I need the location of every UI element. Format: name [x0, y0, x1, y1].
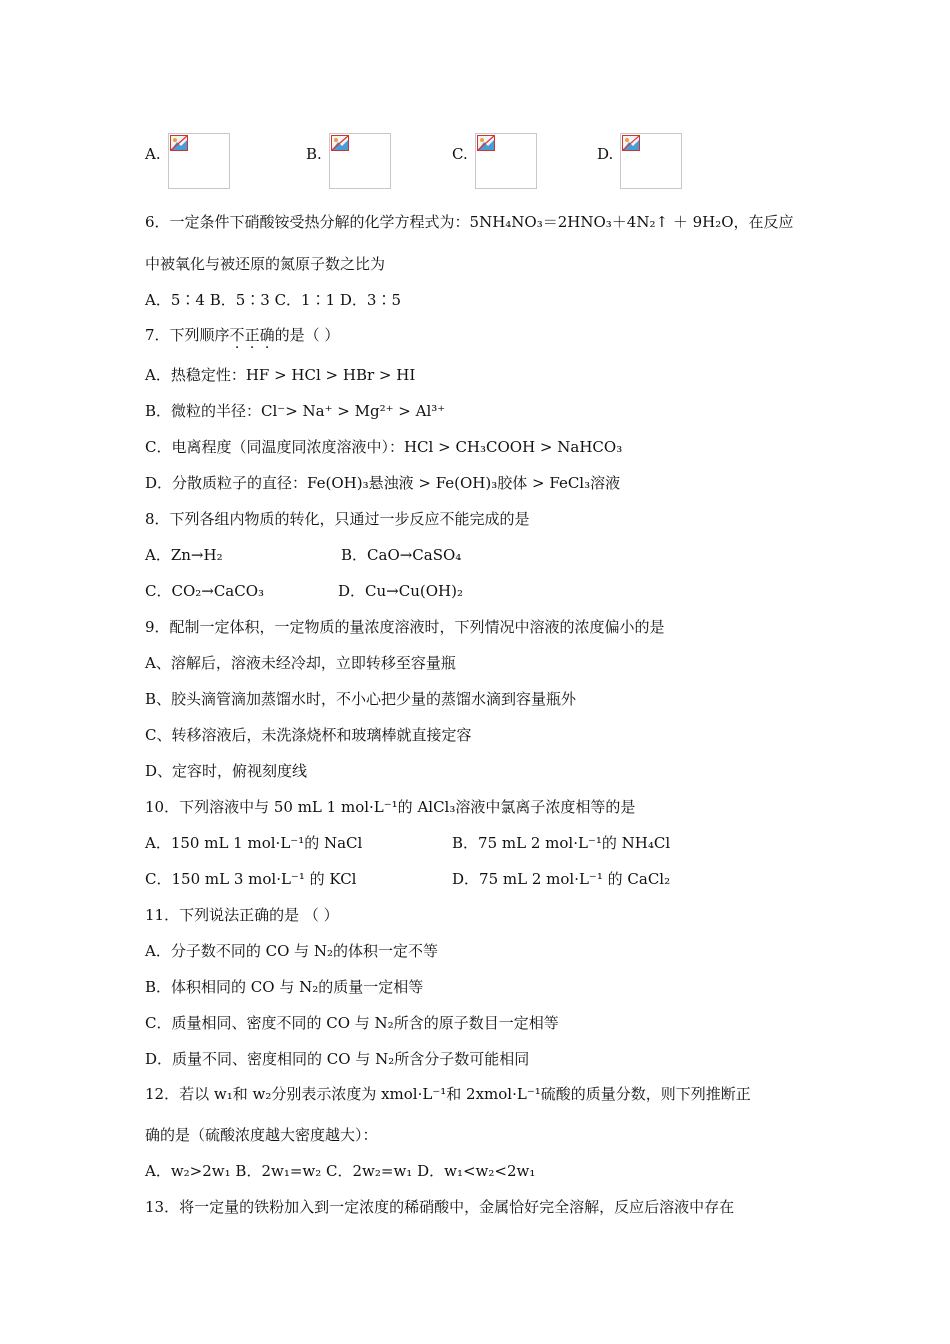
q10-option-a: A．150 mL 1 mol·L⁻¹的 NaCl [145, 834, 363, 852]
q7-option-b: B．微粒的半径：Cl⁻> Na⁺ > Mg²⁺ > Al³⁺ [145, 402, 446, 420]
q9-option-d: D、定容时，俯视刻度线 [145, 762, 308, 780]
q5-option-a-label: A. [145, 145, 161, 163]
q6-stem-line1: 6．一定条件下硝酸铵受热分解的化学方程式为：5NH₄NO₃＝2HNO₃＋4N₂↑ ＋ 9H₂O，在反应 [145, 213, 794, 231]
q10-stem: 10．下列溶液中与 50 mL 1 mol·L⁻¹的 AlCl₃溶液中氯离子浓度相等的是 [145, 798, 636, 816]
q9-stem: 9．配制一定体积，一定物质的量浓度溶液时，下列情况中溶液的浓度偏小的是 [145, 618, 665, 636]
q8-option-d: D．Cu→Cu(OH)₂ [338, 582, 463, 600]
q7-stem-prefix: 7．下列顺序 [145, 326, 230, 344]
q7-emphasis-char: 不 [229, 326, 245, 344]
q10-option-b: B．75 mL 2 mol·L⁻¹的 NH₄Cl [452, 834, 671, 852]
broken-image-icon [477, 135, 495, 151]
q7-option-c: C．电离程度（同温度同浓度溶液中）：HCl > CH₃COOH > NaHCO₃ [145, 438, 623, 456]
q5-option-b-label: B. [306, 145, 322, 163]
q5-option-d-label: D. [597, 145, 614, 163]
q8-option-b: B．CaO→CaSO₄ [341, 546, 462, 564]
q5-option-b-image [329, 133, 391, 189]
q11-option-c: C．质量相同、密度不同的 CO 与 N₂所含的原子数目一定相等 [145, 1014, 559, 1032]
q7-stem-suffix: 的是（ ） [274, 326, 340, 344]
q8-option-a: A．Zn→H₂ [145, 546, 223, 564]
q10-option-d: D．75 mL 2 mol·L⁻¹ 的 CaCl₂ [452, 870, 671, 888]
q5-option-c-image [475, 133, 537, 189]
q6-options: A．5∶4 B．5∶3 C．1∶1 D．3∶5 [145, 291, 402, 309]
q5-option-a-image [168, 133, 230, 189]
q7-option-a: A．热稳定性：HF > HCl > HBr > HI [145, 366, 416, 384]
q12-options: A．w₂>2w₁ B．2w₁=w₂ C．2w₂=w₁ D．w₁<w₂<2w₁ [145, 1162, 536, 1180]
q9-option-b: B、胶头滴管滴加蒸馏水时，不小心把少量的蒸馏水滴到容量瓶外 [145, 690, 577, 708]
q7-emphasis-char: 正 [244, 326, 260, 344]
q5-option-c-label: C. [452, 145, 468, 163]
q9-option-c: C、转移溶液后，未洗涤烧杯和玻璃棒就直接定容 [145, 726, 472, 744]
q5-image-options [145, 133, 845, 193]
q6-stem-line2: 中被氧化与被还原的氮原子数之比为 [145, 255, 386, 273]
q7-stem [145, 325, 339, 345]
q9-option-a: A、溶解后，溶液未经冷却，立即转移至容量瓶 [145, 654, 456, 672]
q12-stem-line1: 12．若以 w₁和 w₂分别表示浓度为 xmol·L⁻¹和 2xmol·L⁻¹硫酸的质量分数，则下列推断正 [145, 1085, 751, 1103]
q7-emphasis-char: 确 [259, 326, 275, 344]
q8-stem: 8．下列各组内物质的转化，只通过一步反应不能完成的是 [145, 510, 530, 528]
q11-option-d: D．质量不同、密度相同的 CO 与 N₂所含分子数可能相同 [145, 1050, 530, 1068]
q11-stem: 11．下列说法正确的是 （ ） [145, 906, 339, 924]
broken-image-icon [170, 135, 188, 151]
broken-image-icon [622, 135, 640, 151]
q13-stem-line1: 13．将一定量的铁粉加入到一定浓度的稀硝酸中，金属恰好完全溶解，反应后溶液中存在 [145, 1198, 735, 1216]
q10-option-c: C．150 mL 3 mol·L⁻¹ 的 KCl [145, 870, 357, 888]
q12-stem-line2: 确的是（硫酸浓度越大密度越大）： [145, 1126, 378, 1144]
q11-option-b: B．体积相同的 CO 与 N₂的质量一定相等 [145, 978, 424, 996]
q11-option-a: A．分子数不同的 CO 与 N₂的体积一定不等 [145, 942, 439, 960]
broken-image-icon [331, 135, 349, 151]
q8-option-c: C．CO₂→CaCO₃ [145, 582, 265, 600]
q5-option-d-image [620, 133, 682, 189]
q7-option-d: D．分散质粒子的直径：Fe(OH)₃悬浊液 > Fe(OH)₃胶体 > FeCl₃溶液 [145, 474, 621, 492]
